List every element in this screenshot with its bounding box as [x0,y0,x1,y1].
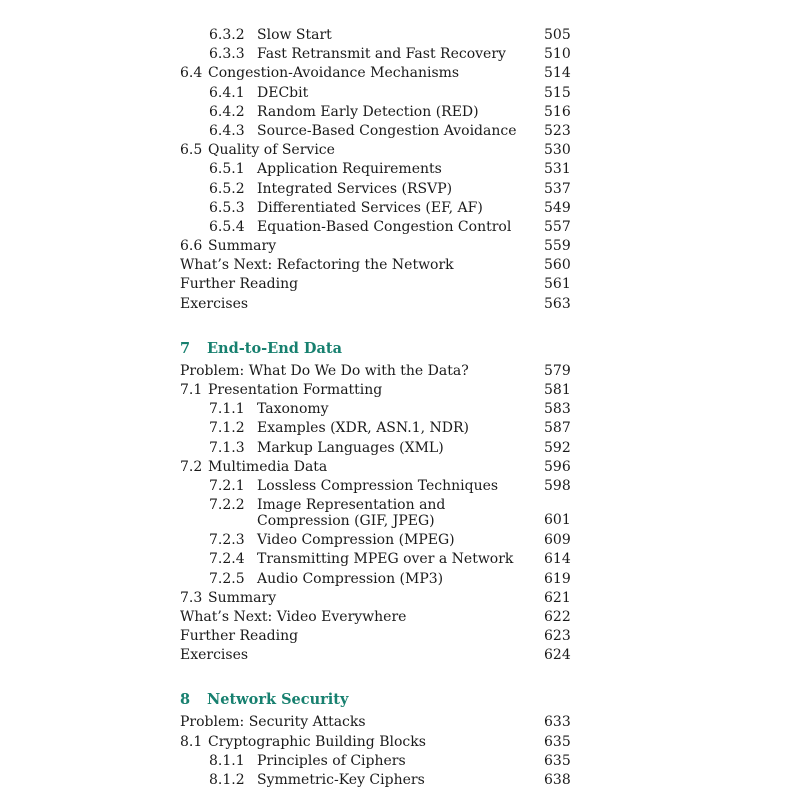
section-title: Differentiated Services (EF, AF) [257,199,483,216]
section-title: Problem: What Do We Do with the Data? [180,362,469,379]
section-number: 6.6 [180,238,203,255]
section-title: Lossless Compression Techniques [257,477,499,494]
toc-entry[interactable] [0,646,800,665]
section-number: 7.1.1 [209,401,245,418]
page-number: 609 [544,532,571,549]
section-title: Congestion-Avoidance Mechanisms [208,65,460,82]
page-number: 601 [544,512,571,529]
section-number: 6.3.3 [209,46,245,63]
section-number: 7.1.3 [209,439,245,456]
section-title: What’s Next: Video Everywhere [180,608,407,625]
page-number: 635 [544,752,571,769]
section-title: Taxonomy [257,401,329,418]
toc-entry[interactable] [0,752,800,771]
section-number: 7.2.1 [209,477,245,494]
section-title: Further Reading [180,276,299,293]
chapter-number: 8 [180,691,191,709]
section-title: Symmetric-Key Ciphers [257,772,425,788]
page-number: 523 [544,122,571,139]
page-number: 505 [544,27,571,43]
section-number: 8.1 [180,733,203,750]
section-title: Problem: Security Attacks [180,714,366,731]
page-number: 560 [544,257,571,274]
toc-entry[interactable] [0,733,800,752]
page-number: 619 [544,570,571,587]
section-title: Exercises [180,647,249,664]
page-number: 623 [544,628,571,645]
section-title: Examples (XDR, ASN.1, NDR) [257,420,469,437]
section-title: Slow Start [257,27,332,43]
section-number: 7.2.5 [209,570,245,587]
section-title: DECbit [257,84,309,101]
toc-entry[interactable] [0,608,800,627]
section-title: Integrated Services (RSVP) [257,180,453,197]
toc-entry[interactable] [0,419,800,438]
page-number: 598 [544,477,571,494]
page-number: 563 [544,295,571,312]
section-number: 6.4.3 [209,122,245,139]
page-number: 561 [544,276,571,293]
section-number: 7.1 [180,382,203,398]
section-number: 7.2.2 [209,497,245,514]
page-number: 624 [544,647,571,664]
page-number: 587 [544,420,571,437]
toc-entry[interactable] [0,256,800,275]
page-number: 633 [544,714,571,731]
section-number: 8.1.2 [209,772,245,788]
toc-entry[interactable] [0,295,800,314]
page-number: 557 [544,218,571,235]
page-number: 638 [544,772,571,788]
toc-entry[interactable] [0,84,800,103]
toc-entry[interactable] [0,122,800,141]
page-number: 614 [544,551,571,568]
toc-entry[interactable] [0,180,800,199]
section-number: 6.4.1 [209,84,245,101]
section-title: Summary [208,238,277,255]
toc-entry[interactable] [0,45,800,64]
section-title: Application Requirements [257,161,442,178]
page-number: 510 [544,46,571,63]
toc-entry[interactable] [0,627,800,646]
section-title: Video Compression (MPEG) [257,532,455,549]
section-number: 7.2.4 [209,551,245,568]
chapter-number: 7 [180,339,191,357]
page-number: 622 [544,608,571,625]
toc-entry[interactable] [0,771,800,790]
section-title: Audio Compression (MP3) [257,570,444,587]
table-of-contents [0,26,800,790]
section-title: Multimedia Data [208,458,328,475]
page-number: 583 [544,401,571,418]
section-number: 6.5.3 [209,199,245,216]
page-number: 635 [544,733,571,750]
section-title: Principles of Ciphers [257,752,406,769]
page-number: 516 [544,103,571,120]
toc-entry[interactable] [0,400,800,419]
chapter-heading[interactable] [0,689,800,711]
page-number: 581 [544,382,571,398]
section-title: Source-Based Congestion Avoidance [257,122,517,139]
toc-entry[interactable] [0,141,800,160]
toc-entry[interactable] [0,64,800,83]
section-title: Transmitting MPEG over a Network [257,551,514,568]
section-title: Cryptographic Building Blocks [208,733,426,750]
toc-entry[interactable] [0,26,800,45]
toc-entry[interactable] [0,458,800,477]
toc-entry[interactable] [0,199,800,218]
section-title: Further Reading [180,628,299,645]
page-number: 621 [544,589,571,606]
section-number: 6.5.4 [209,218,245,235]
toc-entry[interactable] [0,237,800,256]
toc-entry[interactable] [0,570,800,589]
section-number: 6.5 [180,142,203,159]
page-number: 531 [544,161,571,178]
section-number: 6.5.2 [209,180,245,197]
toc-entry[interactable] [0,713,800,732]
section-number: 7.1.2 [209,420,245,437]
section-title: Quality of Service [208,142,335,159]
page-number: 549 [544,199,571,216]
section-title: Image Representation and Compression (GIF, JPEG) [257,497,446,530]
page-number: 559 [544,238,571,255]
section-number: 6.3.2 [209,27,245,43]
page-number: 514 [544,65,571,82]
section-number: 7.2.3 [209,532,245,549]
section-number: 7.3 [180,589,203,606]
toc-entry[interactable] [0,103,800,122]
section-title: Random Early Detection (RED) [257,103,479,120]
section-number: 7.2 [180,458,203,475]
page-number: 530 [544,142,571,159]
chapter-title: Network Security [207,691,349,709]
chapter-heading[interactable] [0,338,800,360]
toc-entry[interactable] [0,160,800,179]
toc-entry[interactable] [0,496,800,531]
toc-entry[interactable] [0,439,800,458]
page-number: 579 [544,362,571,379]
toc-entry[interactable] [0,477,800,496]
toc-entry[interactable] [0,531,800,550]
page-number: 596 [544,458,571,475]
page-number: 592 [544,439,571,456]
section-title: Fast Retransmit and Fast Recovery [257,46,506,63]
toc-entry[interactable] [0,218,800,237]
section-number: 8.1.1 [209,752,245,769]
section-title: Markup Languages (XML) [257,439,444,456]
toc-entry[interactable] [0,381,800,400]
toc-entry[interactable] [0,275,800,294]
toc-entry[interactable] [0,362,800,381]
chapter-title: End-to-End Data [207,339,342,357]
section-title: Equation-Based Congestion Control [257,218,512,235]
section-title: Presentation Formatting [208,382,383,398]
section-title: What’s Next: Refactoring the Network [180,257,454,274]
section-title: Exercises [180,295,249,312]
section-number: 6.4 [180,65,203,82]
toc-entry[interactable] [0,550,800,569]
page-number: 537 [544,180,571,197]
section-number: 6.5.1 [209,161,245,178]
page-number: 515 [544,84,571,101]
section-number: 6.4.2 [209,103,245,120]
toc-entry[interactable] [0,589,800,608]
section-title: Summary [208,589,277,606]
